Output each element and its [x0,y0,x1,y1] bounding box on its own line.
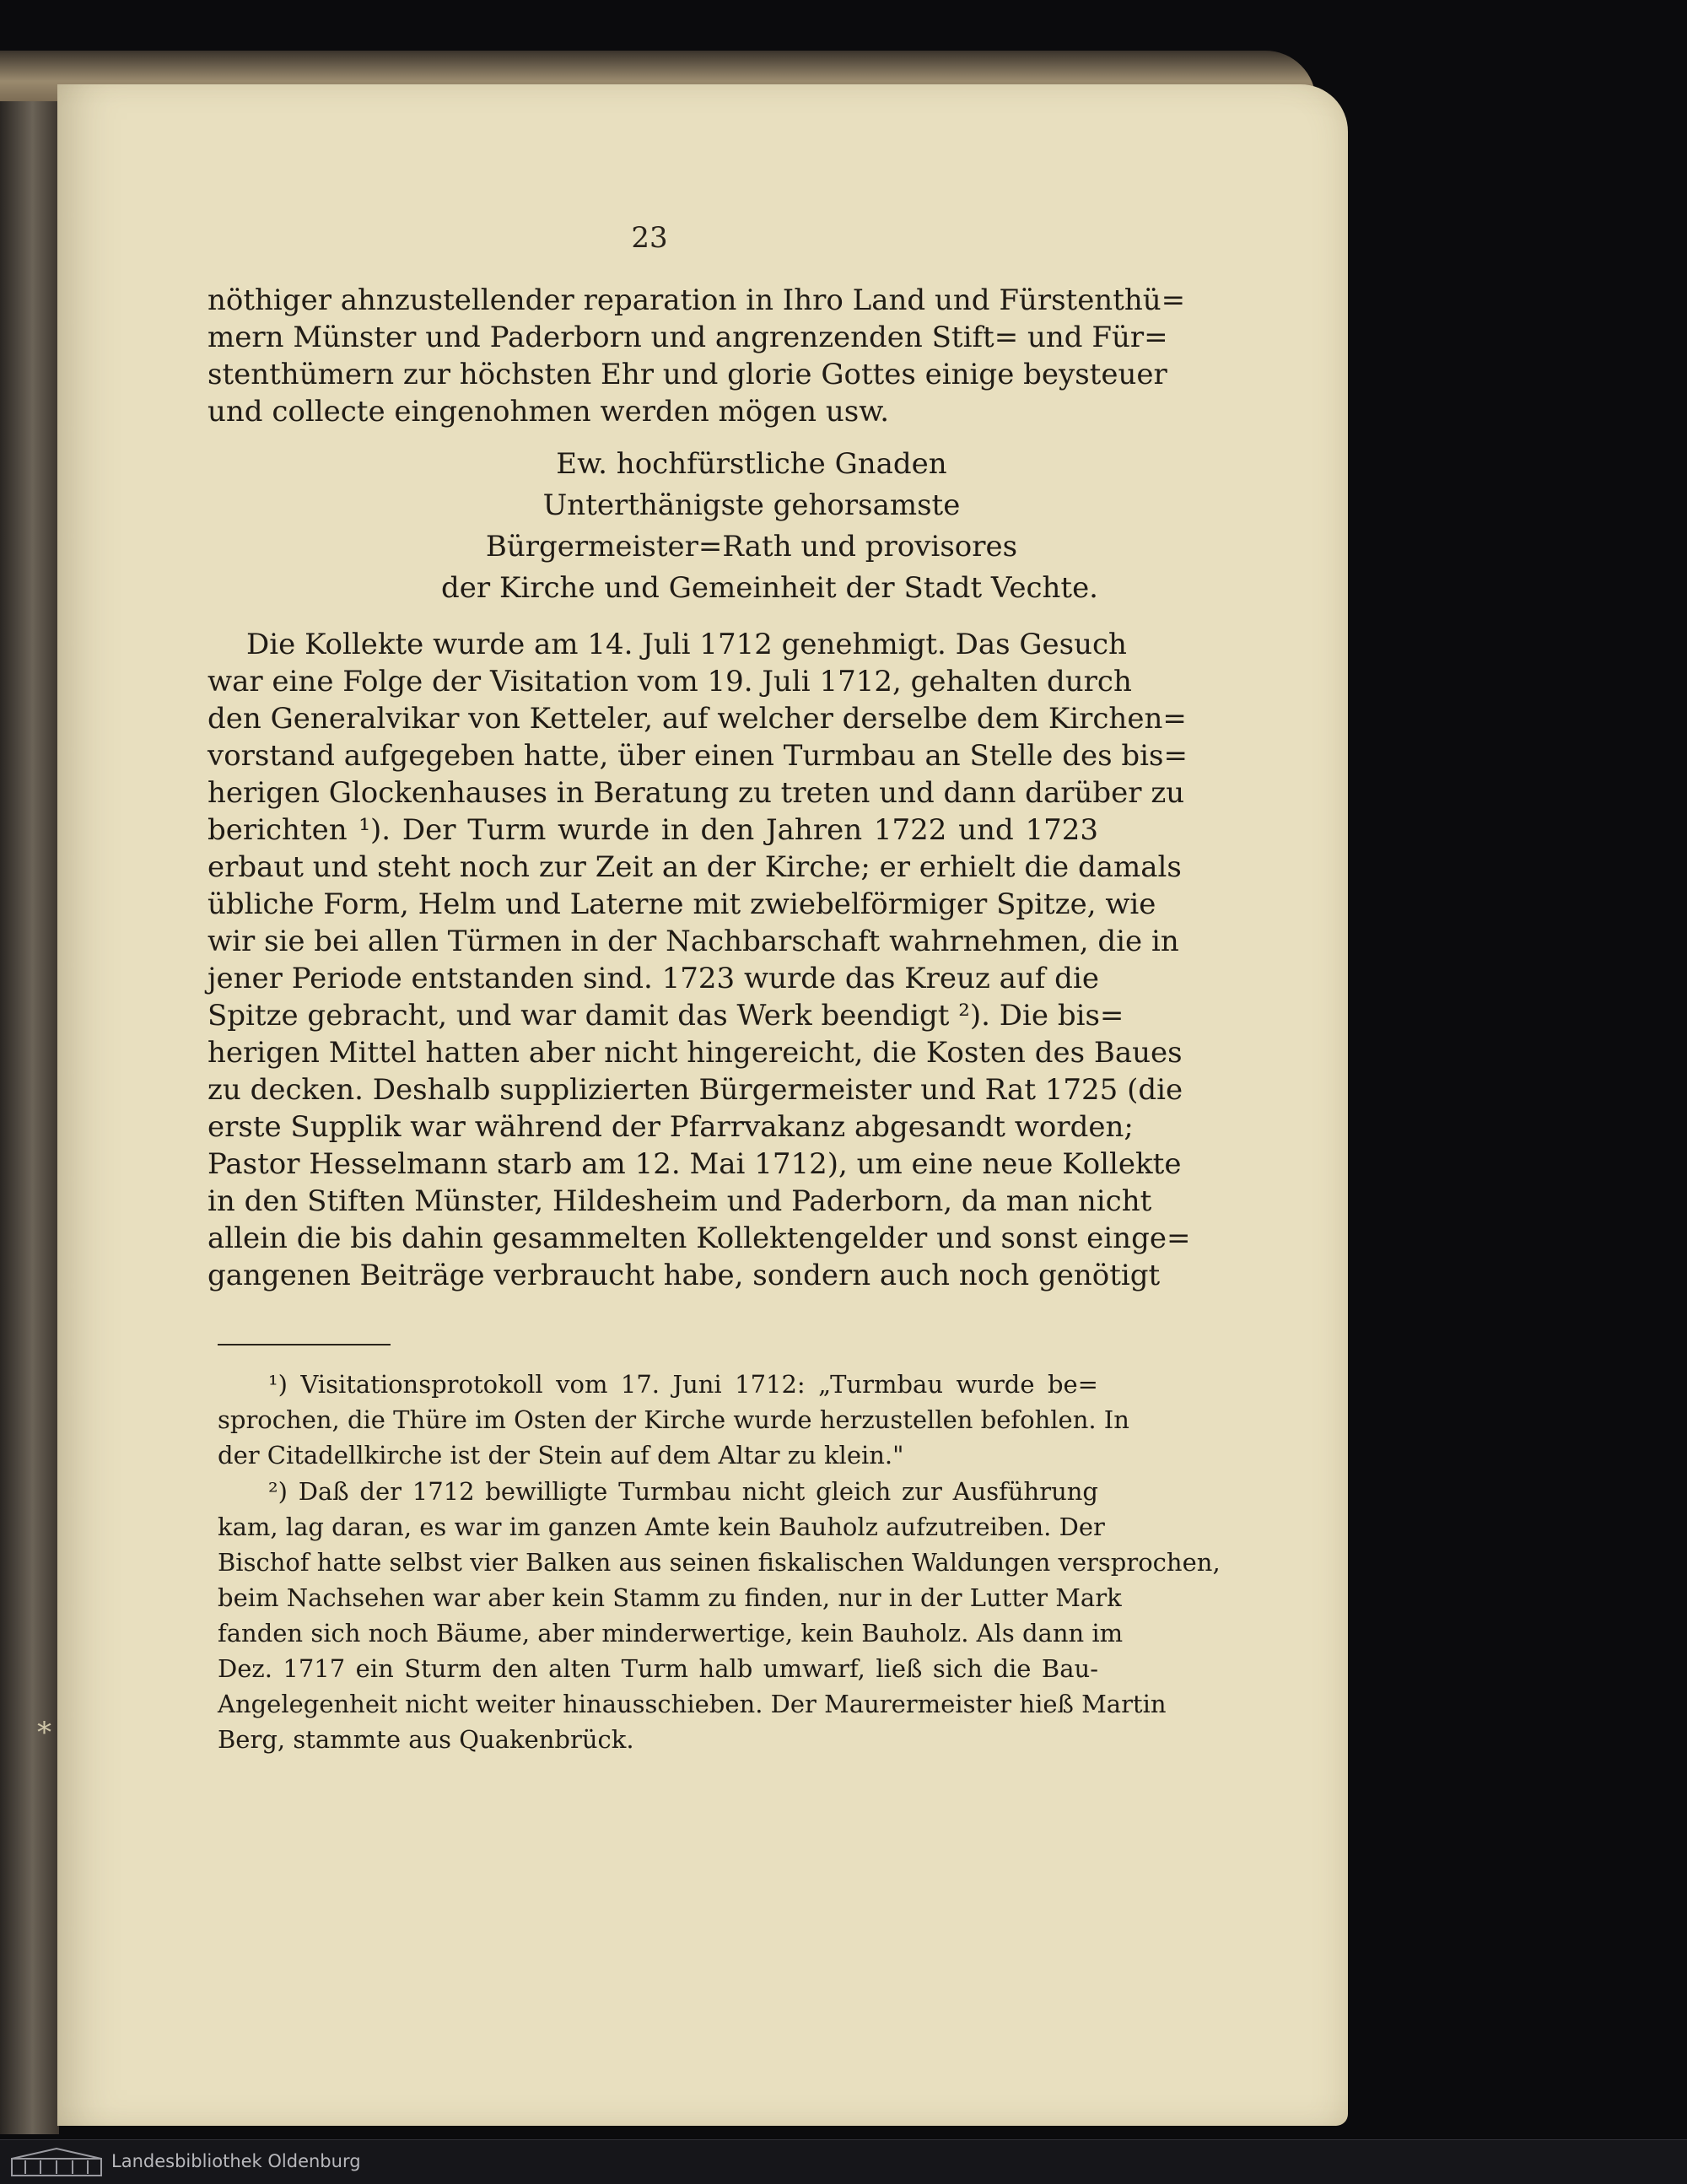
footnote-line: ²) Daß der 1712 bewilligte Turmbau nicht gleich zur Ausführung [268,1477,1098,1506]
text-line: erbaut und steht noch zur Zeit an der Kirche; er erhielt die damals [208,850,1182,884]
text-line: berichten ¹). Der Turm wurde in den Jahren 1722 und 1723 [208,813,1098,847]
footnote-separator [218,1344,391,1345]
margin-asterisk: * [37,1716,51,1750]
closing-line: der Kirche und Gemeinheit der Stadt Vechte. [441,571,1098,605]
text-line: war eine Folge der Visitation vom 19. Juli 1712, gehalten durch [208,665,1132,698]
footnote-line: Berg, stammte aus Quakenbrück. [218,1725,634,1754]
text-line: mern Münster und Paderborn und angrenzenden Stift= und Für= [208,321,1168,354]
text-line: wir sie bei allen Türmen in der Nachbarschaft wahrnehmen, die in [208,925,1179,958]
text-line: den Generalvikar von Ketteler, auf welcher derselbe dem Kirchen= [208,702,1187,736]
letter-closing [405,444,1098,609]
text-line: erste Supplik war während der Pfarrvakanz abgesandt worden; [208,1110,1134,1144]
footnote-line: fanden sich noch Bäume, aber minderwertige, kein Bauholz. Als dann im [218,1619,1124,1647]
letter-continuation [208,282,1186,430]
footnote-line: Dez. 1717 ein Sturm den alten Turm halb umwarf, ließ sich die Bau- [218,1654,1098,1683]
footnote-1 [218,1367,1129,1473]
footnote-2 [218,1474,1221,1757]
text-line: gangenen Beiträge verbraucht habe, sondern auch noch genötigt [208,1259,1161,1292]
closing-line: Unterthänigste gehorsamste [542,488,961,522]
text-line: stenthümern zur höchsten Ehr und glorie Gottes einige beysteuer [208,358,1167,391]
main-paragraph [208,626,1191,1294]
closing-line: Ew. hochfürstliche Gnaden [556,447,947,481]
text-line: zu decken. Deshalb supplizierten Bürgermeister und Rat 1725 (die [208,1073,1183,1107]
footer-label: Landesbibliothek Oldenburg [111,2151,361,2171]
footnote-line: ¹) Visitationsprotokoll vom 17. Juni 1712: „Turmbau wurde be= [268,1370,1098,1399]
library-building-icon [10,2147,103,2177]
text-line: nöthiger ahnzustellender reparation in Ihro Land und Fürstenthü= [208,283,1186,317]
footnote-line: der Citadellkirche ist der Stein auf dem Altar zu klein." [218,1441,904,1469]
footer-bar [0,2139,1687,2184]
footnote-line: sprochen, die Thüre im Osten der Kirche wurde herzustellen befohlen. In [218,1405,1129,1434]
footnote-line: Bischof hatte selbst vier Balken aus seinen fiskalischen Waldungen versprochen, [218,1548,1221,1577]
text-line: vorstand aufgegeben hatte, über einen Turmbau an Stelle des bis= [208,739,1188,773]
footnote-line: kam, lag daran, es war im ganzen Amte kein Bauholz aufzutreiben. Der [218,1513,1105,1541]
closing-line: Bürgermeister=Rath und provisores [485,530,1018,564]
footnote-line: Angelegenheit nicht weiter hinausschieben. Der Maurermeister hieß Martin [218,1690,1167,1718]
text-line: herigen Mittel hatten aber nicht hingereicht, die Kosten des Baues [208,1036,1183,1070]
text-line: jener Periode entstanden sind. 1723 wurde das Kreuz auf die [208,962,1099,995]
page-number: 23 [631,221,668,255]
text-line: Pastor Hesselmann starb am 12. Mai 1712), um eine neue Kollekte [208,1147,1182,1181]
book-spine-edge [0,59,59,2134]
text-line: übliche Form, Helm und Laterne mit zwiebelförmiger Spitze, wie [208,887,1156,921]
text-line: herigen Glockenhauses in Beratung zu treten und dann darüber zu [208,776,1185,810]
text-line: allein die bis dahin gesammelten Kollektengelder und sonst einge= [208,1221,1191,1255]
footnote-line: beim Nachsehen war aber kein Stamm zu finden, nur in der Lutter Mark [218,1583,1122,1612]
text-line: Spitze gebracht, und war damit das Werk beendigt ²). Die bis= [208,999,1124,1033]
text-line: und collecte eingenohmen werden mögen usw. [208,395,890,429]
text-line: Die Kollekte wurde am 14. Juli 1712 genehmigt. Das Gesuch [246,628,1127,661]
text-line: in den Stiften Münster, Hildesheim und Paderborn, da man nicht [208,1184,1152,1218]
